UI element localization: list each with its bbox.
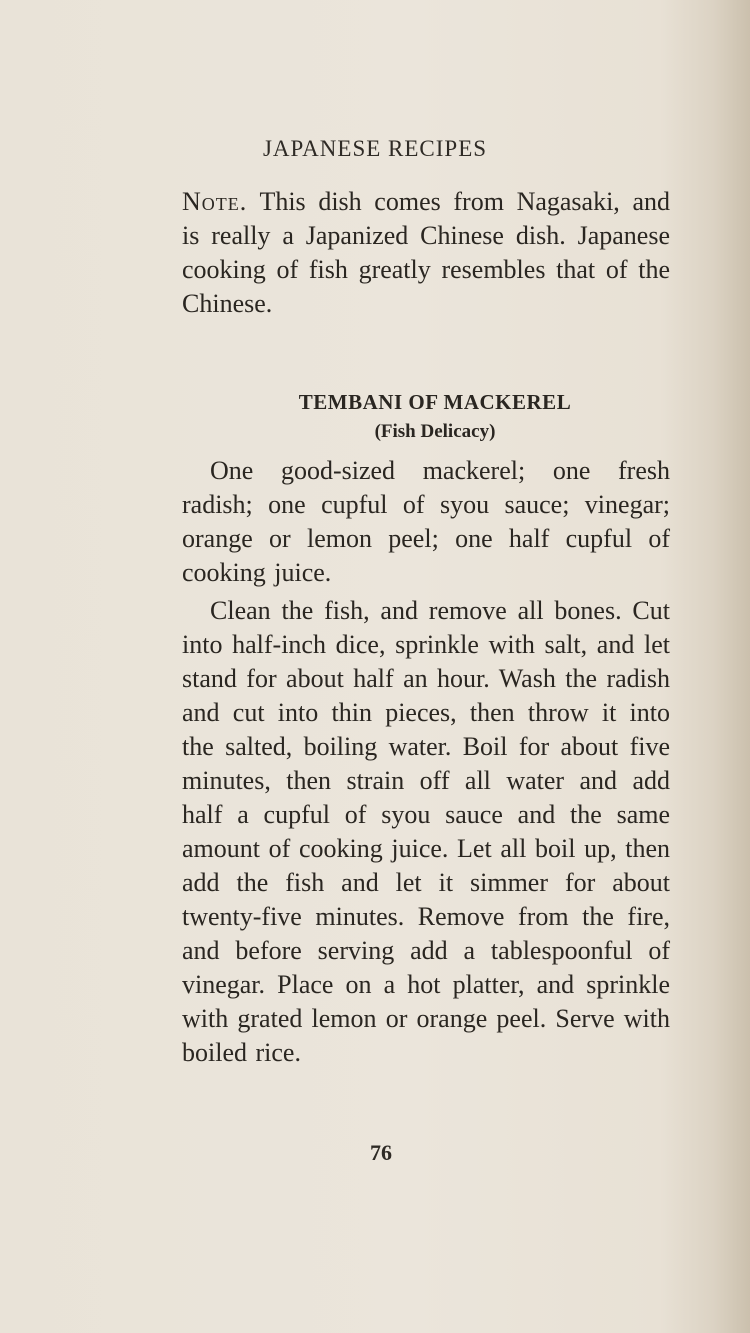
note-lead: Note. — [182, 187, 248, 216]
method-paragraph: Clean the fish, and remove all bones. Cut into half-inch dice, sprinkle with salt, and let stand for about half an hour. Wash the radish and cut into thin pieces, then throw it into the salted, boiling water. Boil for about five minutes, then strain off all water and add half a cupful of syou sauce and the same amount of cooking juice. Let all boil up, then add the fish and let it simmer for about twenty-five minutes. Remove from the fire, and before serving add a tablespoonful of vinegar. Place on a hot platter, and sprinkle with grated lemon or orange peel. Serve with boiled rice. — [182, 596, 670, 1067]
recipe-subtitle: (Fish Delicacy) — [374, 421, 496, 442]
page-number: 76 — [370, 1140, 392, 1165]
running-head: JAPANESE RECIPES — [262, 136, 488, 161]
recipe-title: TEMBANI OF MACKEREL — [298, 390, 572, 414]
ingredients-paragraph: One good-sized mackerel; one fresh radish; one cupful of syou sauce; vinegar; orange or lemon peel; one half cupful of cooking juice. — [182, 456, 670, 587]
note-paragraph — [182, 185, 670, 321]
note-text: This dish comes from Nagasaki, and is really a Japanized Chinese dish. Japanese cooking of fish greatly resembles that of the Chinese. — [182, 187, 670, 318]
